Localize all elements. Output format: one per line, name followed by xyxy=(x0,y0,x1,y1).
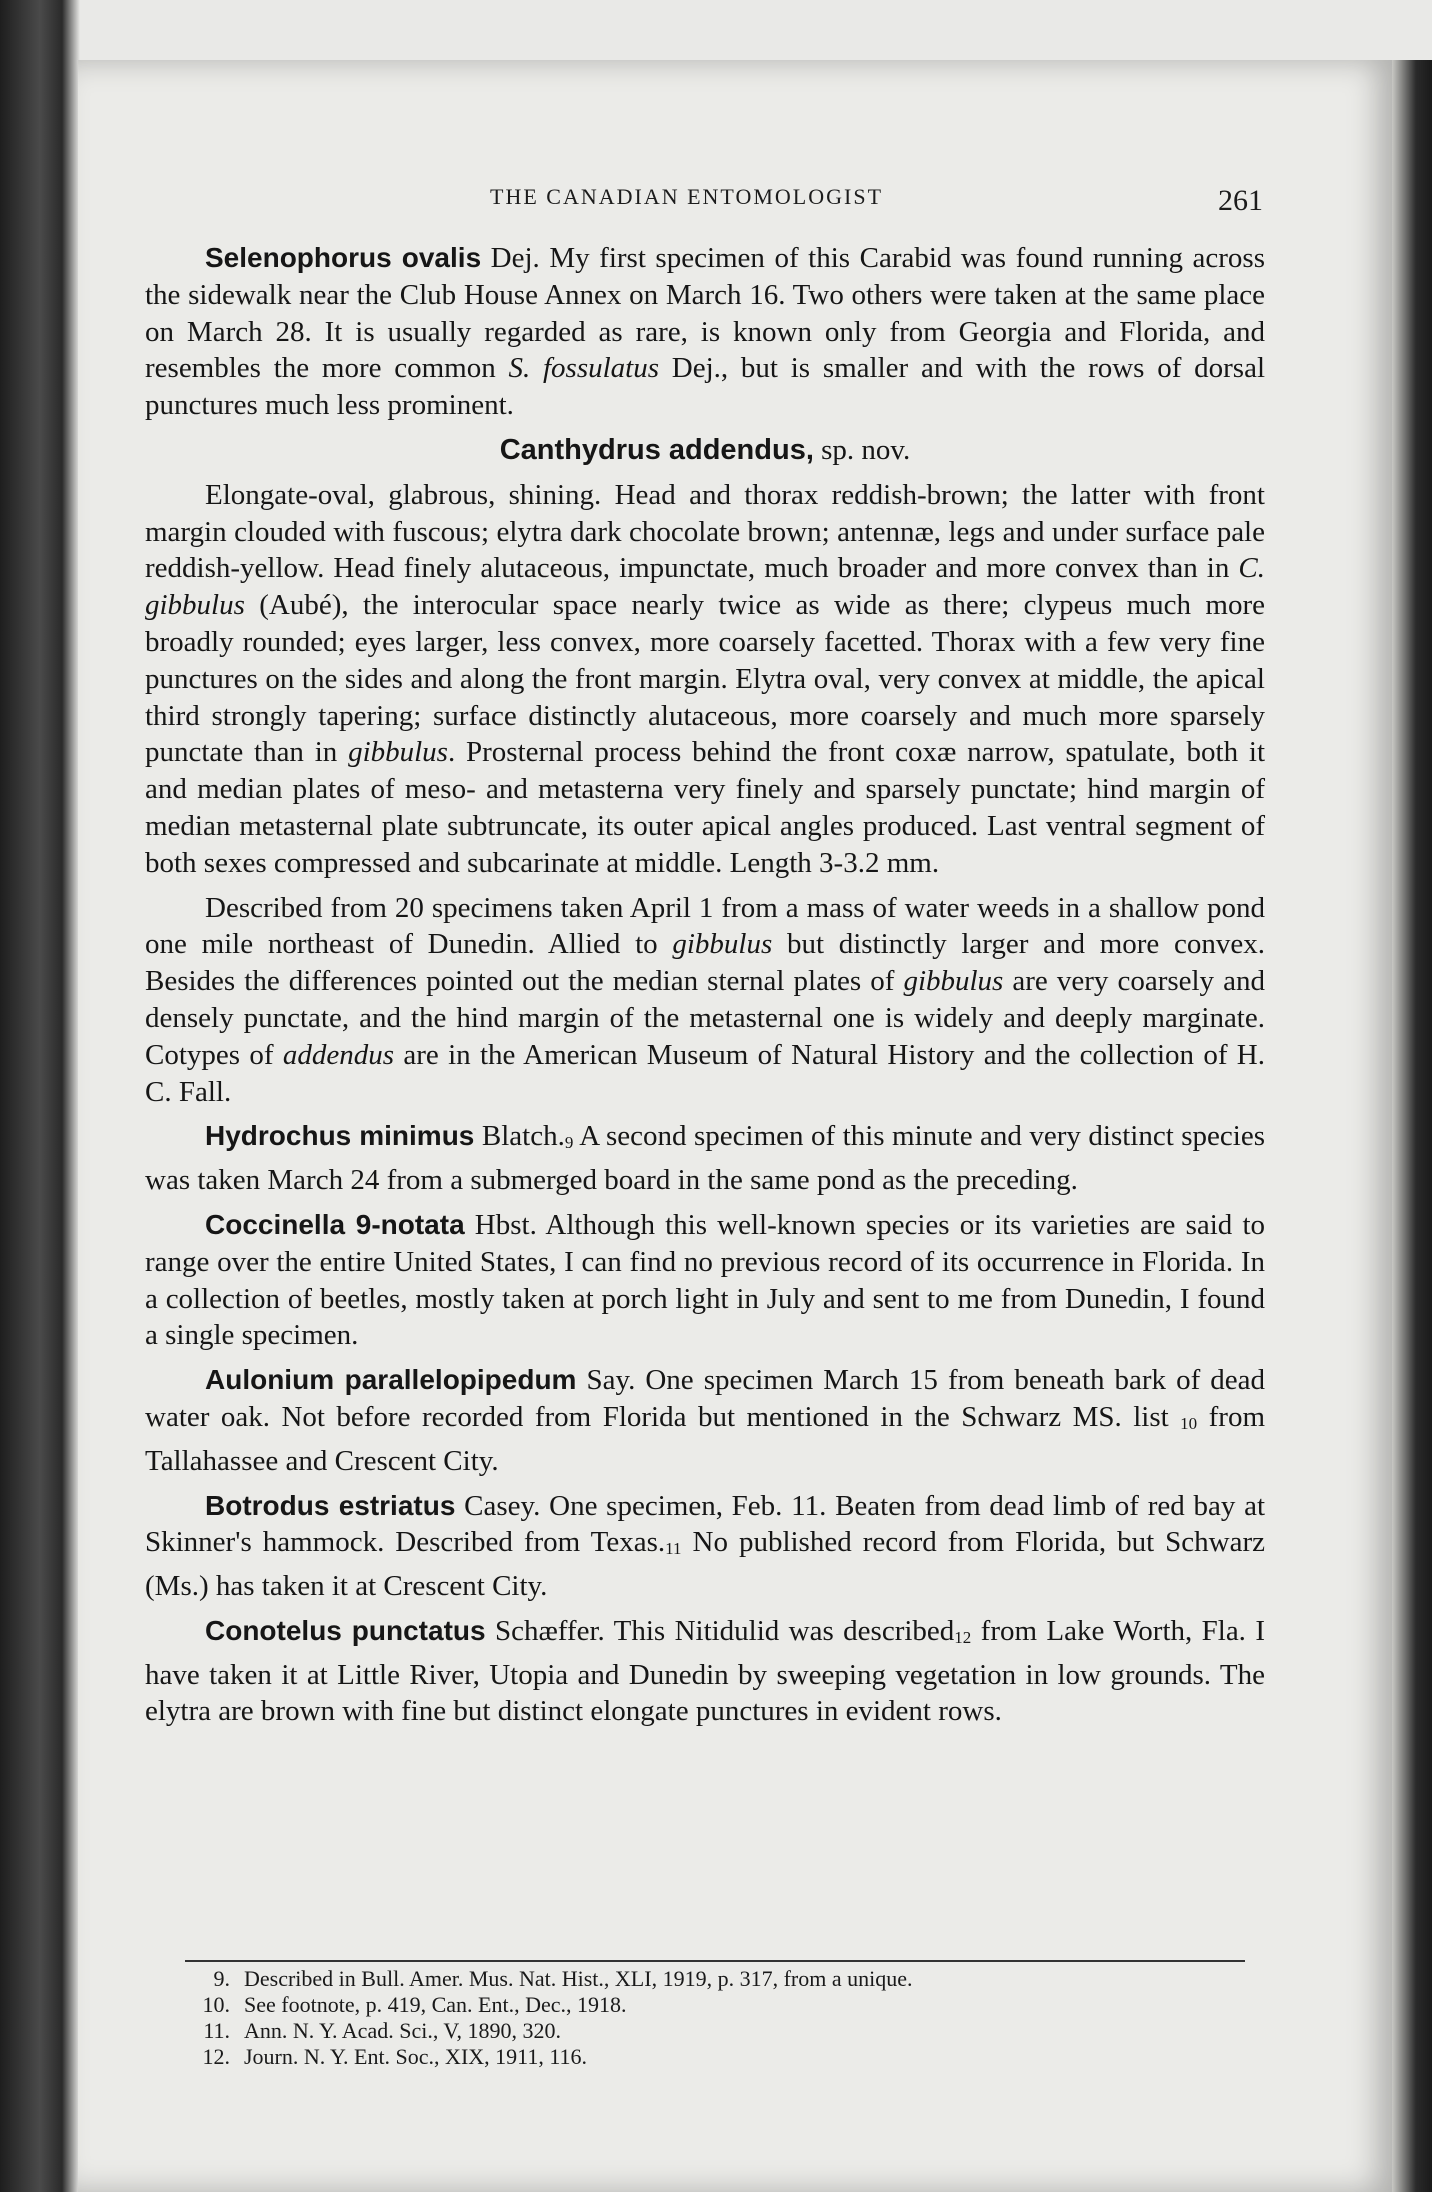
entry-text: Hbst. Although this well-known species or its varieties are said to range over the entire United States, I can find no previous record of its occurrence in Florida. In a collection of beetles, mostly taken at porch light in July and sent to me from Dunedin, I found a single specimen. xyxy=(145,1208,1265,1352)
entry-text: A second specimen of this minute and very distinct species was taken March 24 from a submerged board in the same pond as the preceding. xyxy=(145,1120,1265,1197)
entry-text: are very coarsely and densely punctate, and the hind margin of the metasternal one is widely and deeply marginate. Cotypes of xyxy=(145,965,1265,1071)
species-name: Canthydrus addendus, xyxy=(499,433,814,466)
running-head: THE CANADIAN ENTOMOLOGIST xyxy=(490,184,884,209)
article-body xyxy=(145,240,1265,1738)
entry-text: (Aubé), the interocular space nearly twice as wide as there; clypeus much more broadly rounded; eyes larger, less convex, more coarsely facetted. Thorax with a few very fine punctures on the sides and along the front margin. Elytra oval, very convex at middle, the apical third strongly tapering; surface distinctly alutaceous, more coarsely and much more sparsely punctate than in xyxy=(145,589,1265,769)
footnote-text: See footnote, p. 419, Can. Ent., Dec., 1918. xyxy=(244,1992,627,2017)
footnote-text: Journ. N. Y. Ent. Soc., XIX, 1911, 116. xyxy=(244,2044,588,2069)
page-header xyxy=(175,178,1275,218)
entry-text: but distinctly larger and more convex. Besides the differences pointed out the median sternal plates of xyxy=(145,928,1265,998)
entry-text: Casey. One specimen, Feb. 11. Beaten from dead limb of red bay at Skinner's hammock. Described from Texas. xyxy=(145,1489,1265,1559)
entry-text: Dej., but is smaller and with the rows of dorsal punctures much less prominent. xyxy=(145,352,1265,422)
entry-text: Described from 20 specimens taken April 1 from a mass of water weeds in a shallow pond one mile northeast of Dunedin. Allied to xyxy=(145,891,1265,961)
footnote-ref: 9 xyxy=(564,1133,574,1153)
entry-coccinella xyxy=(145,1207,1265,1354)
entry-text: Elongate-oval, glabrous, shining. Head and thorax reddish-brown; the latter with front margin clouded with fuscous; elytra dark chocolate brown; antennæ, legs and under surface pale reddish-yellow. Head finely alutaceous, impunctate, much broader and more convex than in xyxy=(145,478,1265,585)
entry-italic: gibbulus xyxy=(903,965,1004,998)
footnote-rule xyxy=(185,1960,1245,1962)
entry-italic: C. gibbulus xyxy=(145,552,1265,622)
species-name: Conotelus punctatus xyxy=(205,1614,486,1646)
species-name: Botrodus estriatus xyxy=(205,1489,456,1521)
entry-text: Say. One specimen March 15 from beneath bark of dead water oak. Not before recorded from Florida but mentioned in the Schwarz MS. list xyxy=(145,1364,1265,1433)
footnotes xyxy=(185,1966,1245,2070)
page-number: 261 xyxy=(1218,184,1263,217)
entry-text: . Prosternal process behind the front coxæ narrow, spatulate, both it and median plates of meso- and metasterna very finely and sparsely punctate; hind margin of median metasternal plate subtruncate, its outer apical angles produced. Last ventral segment of both sexes compressed and subcarinate at middle. Length 3-3.2 mm. xyxy=(145,736,1265,879)
footnote-number: 10. xyxy=(202,1992,230,2017)
new-species-heading xyxy=(145,432,1265,469)
entry-text: Dej. My first specimen of this Carabid was found running across the sidewalk near the Club House Annex on March 16. Two others were taken at the same place on March 28. It is usually regarded as rare, is known only from Georgia and Florida, and resembles the more common xyxy=(145,242,1265,385)
footnote-number: 11. xyxy=(203,2018,230,2043)
entry-text: Schæffer. This Nitidulid was described xyxy=(485,1614,955,1647)
entry-text: from Lake Worth, Fla. I have taken it at Little River, Utopia and Dunedin by sweeping vegetation in low grounds. The elytra are brown with fine but distinct elongate punctures in evident rows. xyxy=(145,1614,1265,1728)
footnote-ref: 11 xyxy=(665,1539,682,1559)
species-name: Aulonium parallelopipedum xyxy=(205,1364,577,1396)
entry-text: No published record from Florida, but Schwarz (Ms.) has taken it at Crescent City. xyxy=(145,1526,1265,1603)
entry-conotelus xyxy=(145,1613,1265,1730)
entry-selenophorus xyxy=(145,240,1265,424)
footnote-ref: 12 xyxy=(954,1627,972,1647)
entry-italic: gibbulus xyxy=(672,928,773,961)
entry-text: are in the American Museum of Natural History and the collection of H. C. Fall. xyxy=(145,1038,1265,1108)
footnote-text: Ann. N. Y. Acad. Sci., V, 1890, 320. xyxy=(244,2018,561,2043)
heading-suffix: sp. nov. xyxy=(813,433,911,466)
entry-text: Blatch. xyxy=(474,1120,565,1153)
entry-aulonium xyxy=(145,1362,1265,1479)
entry-botrodus xyxy=(145,1488,1265,1605)
species-name: Selenophorus ovalis xyxy=(205,242,482,273)
species-name: Coccinella 9-notata xyxy=(205,1208,465,1240)
species-name: Hydrochus minimus xyxy=(205,1120,475,1152)
footnote-number: 9. xyxy=(213,1966,230,1991)
entry-italic: gibbulus xyxy=(348,736,448,769)
page-edge-shadow xyxy=(1392,60,1432,2192)
footnote-number: 12. xyxy=(202,2044,230,2069)
footnote-text: Described in Bull. Amer. Mus. Nat. Hist., XLI, 1919, p. 317, from a unique. xyxy=(244,1966,913,1991)
entry-text: from Tallahassee and Crescent City. xyxy=(145,1400,1265,1477)
entry-canthydrus-remarks xyxy=(145,890,1265,1111)
entry-italic: addendus xyxy=(282,1038,395,1071)
entry-hydrochus xyxy=(145,1118,1265,1199)
footnote xyxy=(185,1992,1245,2018)
footnote xyxy=(185,2018,1245,2044)
footnote xyxy=(185,2044,1245,2070)
footnote-ref: 10 xyxy=(1180,1413,1198,1433)
entry-canthydrus-description xyxy=(145,477,1265,882)
entry-italic: S. fossulatus xyxy=(508,352,660,385)
footnote xyxy=(185,1966,1245,1992)
